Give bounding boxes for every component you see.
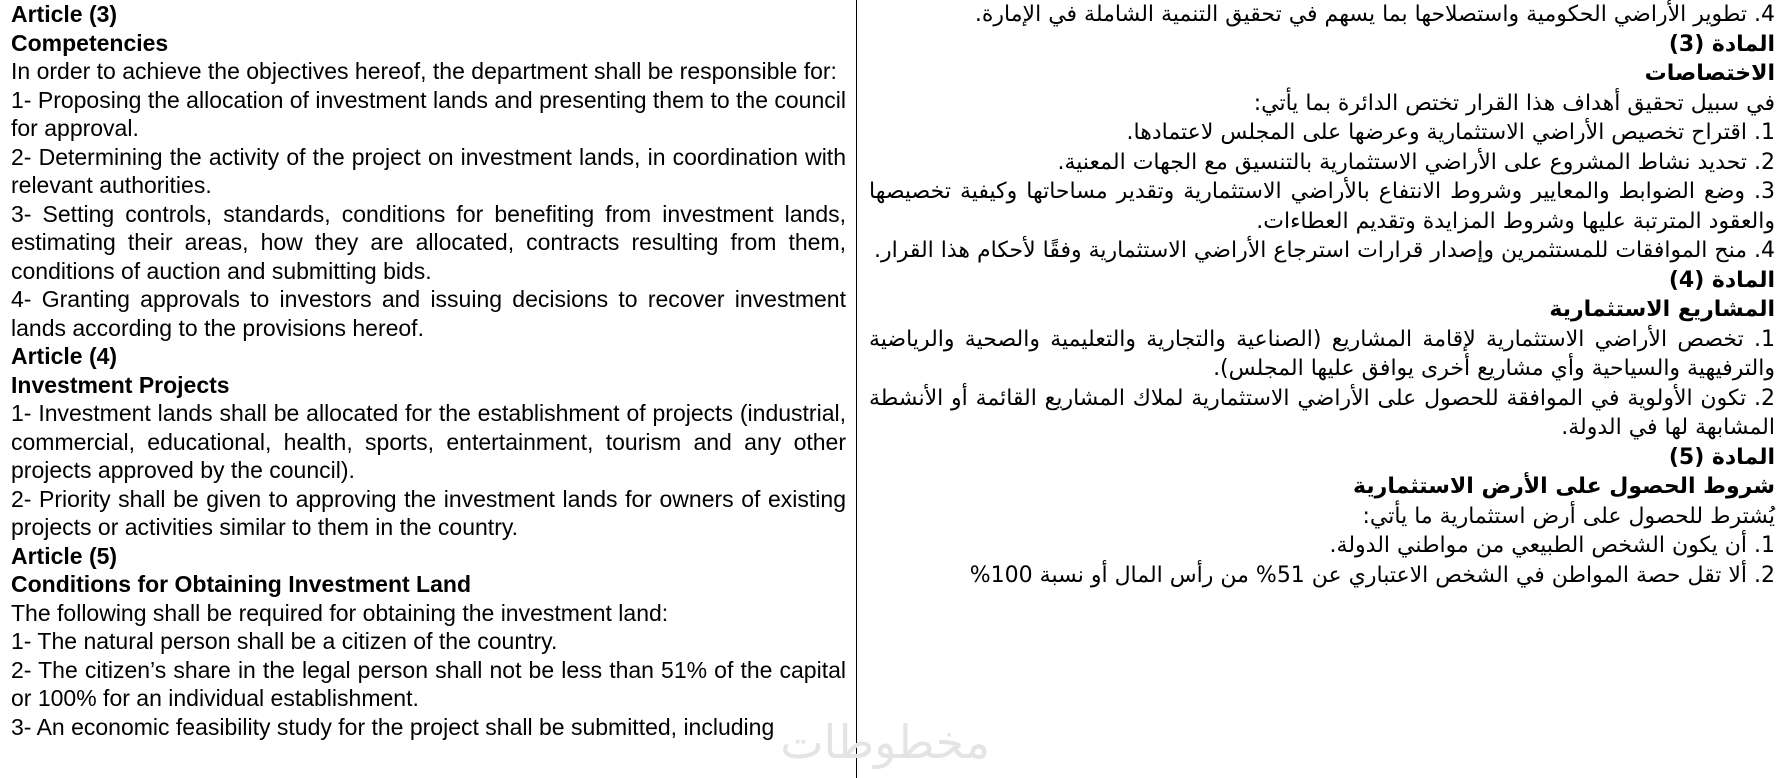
- article-5-item: 3- An economic feasibility study for the project shall be submitted, including: [11, 713, 775, 740]
- article-5-intro: The following shall be required for obtaining the investment land:: [11, 599, 669, 626]
- article-3-item: 4- Granting approvals to investors and issuing decisions to recover investment lands according to the provisions hereof.: [11, 286, 846, 341]
- arabic-article-3-item: 2. تحديد نشاط المشروع على الأراضي الاستثمارية بالتنسيق مع الجهات المعنية.: [1057, 149, 1775, 175]
- arabic-article-5-item: 2. ألا تقل حصة المواطن في الشخص الاعتباري عن 51% من رأس المال أو نسبة 100%: [969, 562, 1775, 588]
- arabic-column: [857, 0, 1787, 778]
- arabic-article-3-item: 3. وضع الضوابط والمعايير وشروط الانتفاع بالأراضي الاستثمارية وتقدير مساحاتها وكيفية تخصيصها والعقود المترتبة عليها وشروط المزايدة وتقديم العطاءات.: [869, 179, 1775, 234]
- article-3-item: 1- Proposing the allocation of investment lands and presenting them to the council for approval.: [11, 86, 846, 141]
- article-5-heading: Conditions for Obtaining Investment Land: [11, 571, 471, 597]
- arabic-article-4-item: 2. تكون الأولوية في الموافقة للحصول على الأراضي الاستثمارية لملاك المشاريع القائمة أو الأنشطة المشابهة لها في الدولة.: [869, 385, 1775, 440]
- arabic-article-5-heading: شروط الحصول على الأرض الاستثمارية: [1353, 474, 1775, 499]
- article-4-item: 2- Priority shall be given to approving the investment lands for owners of existing projects or activities similar to them in the country.: [11, 485, 846, 540]
- arabic-article-4-heading: المشاريع الاستثمارية: [1549, 297, 1775, 322]
- article-4-item: 1- Investment lands shall be allocated for the establishment of projects (industrial, commercial, educational, health, sports, entertainment, tourism and any other projects approved by the council).: [11, 400, 846, 483]
- arabic-article-3-item: 1. اقتراح تخصيص الأراضي الاستثمارية وعرضها على المجلس لاعتمادها.: [1126, 120, 1775, 145]
- watermark-logo: مخطوطات: [780, 715, 990, 769]
- arabic-top-item: 4. تطوير الأراضي الحكومية واستصلاحها بما يسهم في تحقيق التنمية الشاملة في الإمارة.: [974, 2, 1775, 27]
- arabic-article-5-intro: يُشترط للحصول على أرض استثمارية ما يأتي:: [1362, 503, 1775, 529]
- article-3-intro: In order to achieve the objectives hereof, the department shall be responsible for:: [11, 58, 837, 84]
- article-3-item: 3- Setting controls, standards, conditions for benefiting from investment lands, estimating their areas, how they are allocated, contracts resulting from them, conditions of auction and submitting bids.: [11, 200, 846, 284]
- article-5-item: 2- The citizen’s share in the legal person shall not be less than 51% of the capital or 100% for an individual establishment.: [11, 656, 846, 711]
- arabic-article-3-heading: الاختصاصات: [1644, 61, 1775, 86]
- article-3-heading: Competencies: [11, 29, 169, 56]
- arabic-article-3-item: 4. منح الموافقات للمستثمرين وإصدار قرارات استرجاع الأراضي الاستثمارية وفقًا لأحكام هذا القرار.: [873, 238, 1775, 263]
- arabic-article-3-intro: في سبيل تحقيق أهداف هذا القرار تختص الدائرة بما يأتي:: [1253, 90, 1775, 116]
- article-4-heading: Investment Projects: [11, 371, 230, 398]
- article-5-title: Article (5): [11, 542, 118, 569]
- arabic-article-5-item: 1. أن يكون الشخص الطبيعي من مواطني الدولة.: [1329, 533, 1775, 558]
- arabic-article-4-title: المادة (4): [1668, 267, 1775, 293]
- arabic-article-5-title: المادة (5): [1668, 444, 1775, 470]
- arabic-article-4-item: 1. تخصص الأراضي الاستثمارية لإقامة المشاريع (الصناعية والتجارية والتعليمية والصحية والرياضية والترفيهية والسياحية وأي مشاريع أخرى يوافق عليها المجلس).: [869, 326, 1775, 381]
- article-5-item: 1- The natural person shall be a citizen of the country.: [11, 628, 558, 654]
- english-column: [0, 0, 856, 778]
- arabic-article-3-title: المادة (3): [1668, 31, 1775, 57]
- article-3-item: 2- Determining the activity of the project on investment lands, in coordination with relevant authorities.: [11, 143, 846, 198]
- article-3-title: Article (3): [11, 1, 118, 27]
- article-4-title: Article (4): [11, 343, 118, 369]
